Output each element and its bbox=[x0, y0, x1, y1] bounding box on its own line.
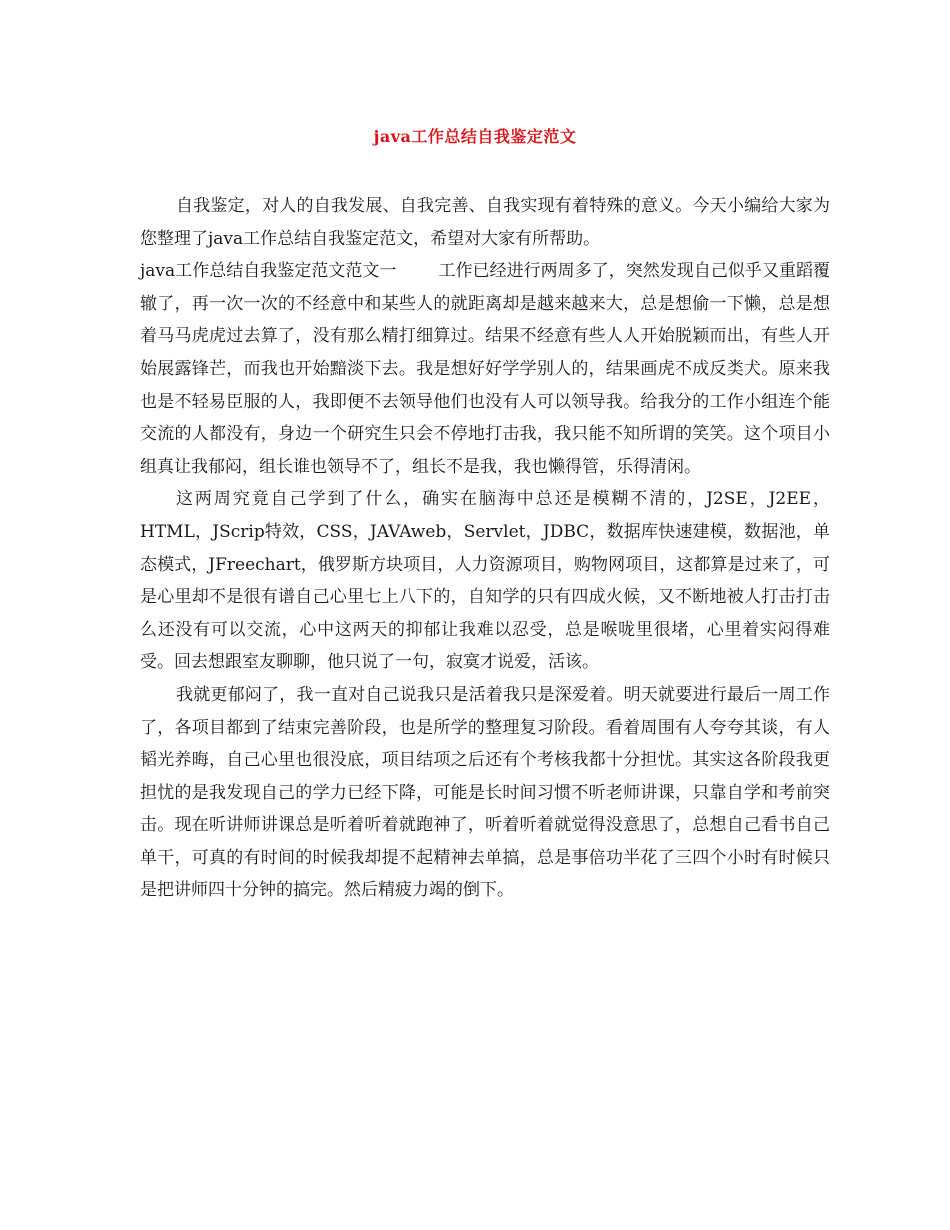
document-title: java工作总结自我鉴定范文 bbox=[373, 127, 577, 146]
section-paragraph bbox=[140, 255, 830, 483]
paragraph-1-text: 工作已经进行两周多了，突然发现自己似乎又重蹈覆辙了，再一次一次的不经意中和某些人的就距离却是越来越来大，总是想偷一下懒，总是想着马马虎虎过去算了，没有那么精打细算过。结果不经意有些人人开始脱颖而出，有些人开始展露锋芒，而我也开始黯淡下去。我是想好好学学别人的，结果画虎不成反类犬。原来我也是不轻易臣服的人，我即便不去领导他们也没有人可以领导我。给我分的工作小组连个能交流的人都没有，身边一个研究生只会不停地打击我，我只能不知所谓的笑笑。这个项目小组真让我郁闷，组长谁也领导不了，组长不是我，我也懒得管，乐得清闲。 bbox=[140, 261, 830, 477]
intro-paragraph: 自我鉴定，对人的自我发展、自我完善、自我实现有着特殊的意义。今天小编给大家为您整理了java工作总结自我鉴定范文，希望对大家有所帮助。 bbox=[140, 196, 830, 249]
paragraph-2: 这两周究竟自己学到了什么，确实在脑海中总还是模糊不清的，J2SE，J2EE，HTML，JScrip特效，CSS，JAVAweb，Servlet，JDBC，数据库快速建模，数据池，单态模式，JFreechart，俄罗斯方块项目，人力资源项目，购物网项目，这都算是过来了，可是心里却不是很有谱自己心里七上八下的，自知学的只有四成火候，又不断地被人打击打击么还没有可以交流，心中这两天的抑郁让我难以忍受，总是喉咙里很堵，心里着实闷得难受。回去想跟室友聊聊，他只说了一句，寂寞才说爱，活该。 bbox=[140, 489, 830, 673]
paragraph-3: 我就更郁闷了，我一直对自己说我只是活着我只是深爱着。明天就要进行最后一周工作了，各项目都到了结束完善阶段，也是所学的整理复习阶段。看着周围有人夸夸其谈，有人韬光养晦，自己心里也很没底，项目结项之后还有个考核我都十分担忧。其实这各阶段我更担忧的是我发现自己的学力已经下降，可能是长时间习惯不听老师讲课，只靠自学和考前突击。现在听讲师讲课总是听着听着就跑神了，听着听着就觉得没意思了，总想自己看书自己单干，可真的有时间的时候我却提不起精神去单搞，总是事倍功半花了三四个小时有时候只是把讲师四十分钟的搞完。然后精疲力竭的倒下。 bbox=[140, 684, 830, 901]
document-body bbox=[140, 190, 830, 907]
section-heading: java工作总结自我鉴定范文范文一 bbox=[140, 261, 397, 282]
